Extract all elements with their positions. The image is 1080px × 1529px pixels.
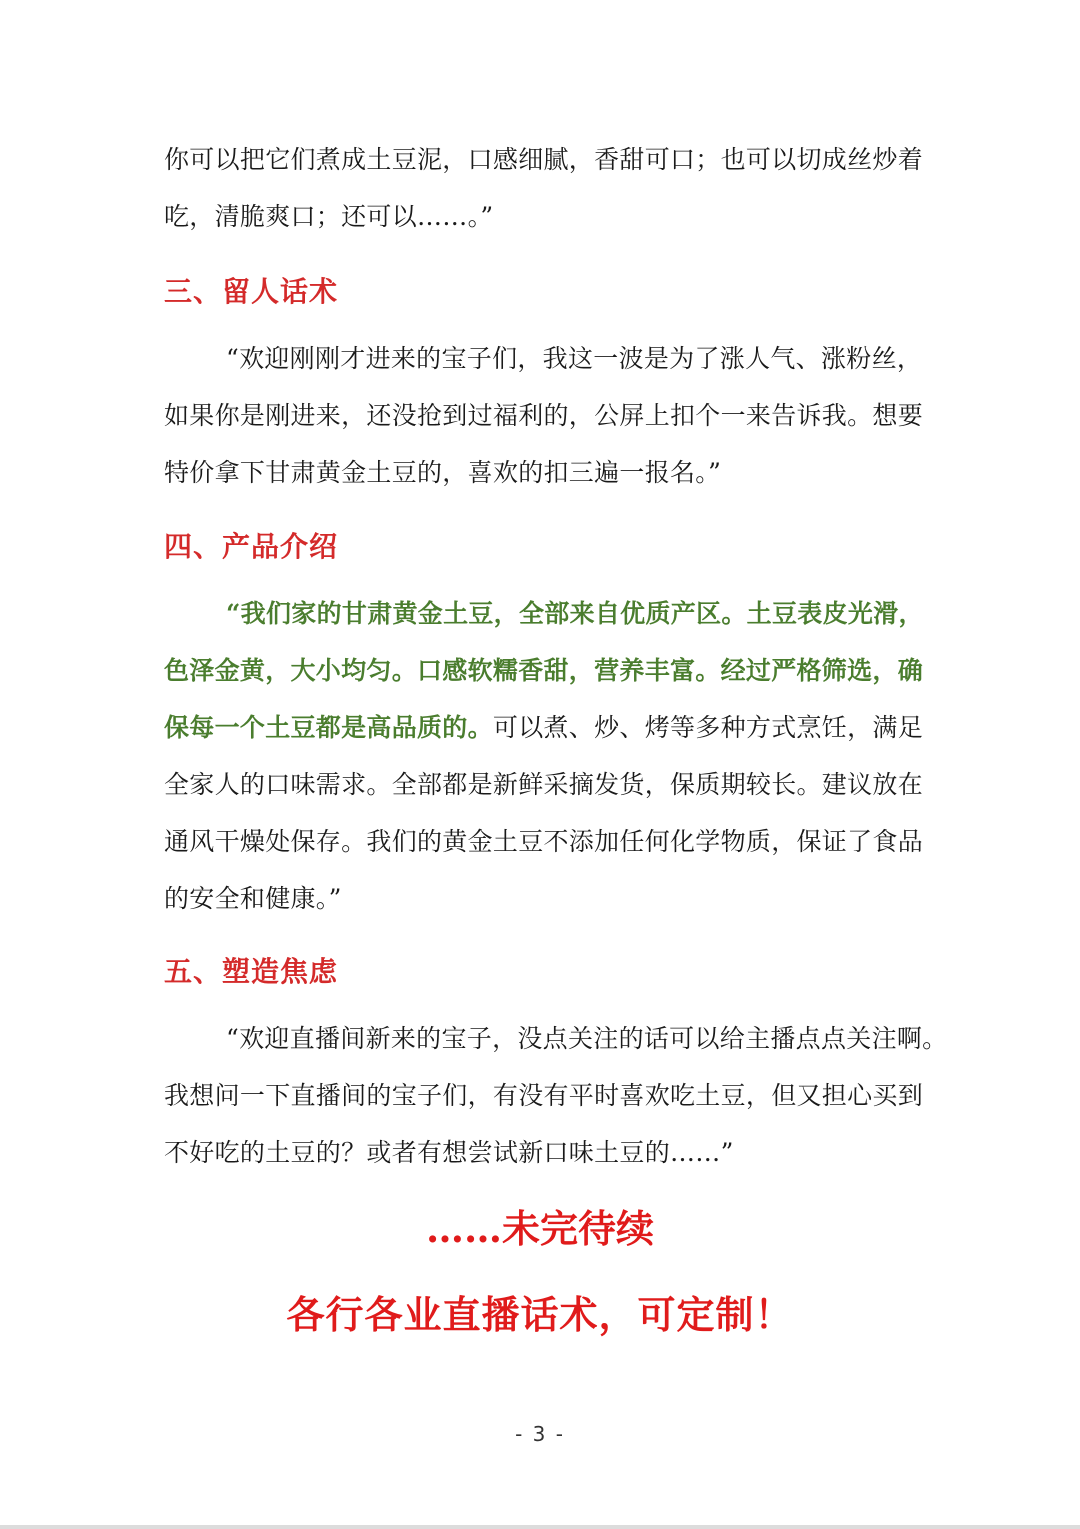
text-line: 你可以把它们煮成土豆泥，口感细腻，香甜可口；也可以切成丝炒着: [164, 145, 924, 174]
body-text: 可以煮、炒、烤等多种方式烹饪，满足: [492, 713, 924, 742]
section-heading-anxiety: 五、塑造焦虑: [164, 955, 339, 988]
anxiety-paragraph: [164, 1010, 948, 1181]
text-line: 全家人的口味需求。全部都是新鲜采摘发货，保质期较长。建议放在: [164, 770, 924, 799]
section-heading-retention: 三、留人话术: [164, 275, 339, 308]
retention-paragraph: [164, 330, 944, 501]
text-line: 通风干燥处保存。我们的黄金土豆不添加任何化学物质，保证了食品: [164, 827, 924, 856]
highlight-line: 色泽金黄，大小均匀。口感软糯香甜，营养丰富。经过严格筛选，确: [164, 656, 924, 685]
mixed-line: [164, 699, 944, 756]
text-line: 的安全和健康。”: [164, 884, 342, 913]
bottom-divider: [0, 1525, 1080, 1529]
customizable-banner: 各行各业直播话术，可定制！: [286, 1292, 794, 1337]
intro-paragraph: [164, 131, 944, 245]
section-heading-product-intro: 四、产品介绍: [164, 530, 339, 563]
text-line: “欢迎刚刚才进来的宝子们，我这一波是为了涨人气、涨粉丝，: [226, 344, 923, 373]
to-be-continued-banner: ……未完待续: [425, 1206, 654, 1251]
highlight-line: “我们家的甘肃黄金土豆，全部来自优质产区。土豆表皮光滑，: [226, 599, 924, 628]
text-line: 不好吃的土豆的？或者有想尝试新口味土豆的……”: [164, 1138, 734, 1167]
highlight-text: 保每一个土豆都是高品质的。: [164, 713, 493, 742]
text-line: 如果你是刚进来，还没抢到过福利的，公屏上扣个一来告诉我。想要: [164, 401, 924, 430]
page-number: - 3 -: [515, 1422, 565, 1446]
text-line: 特价拿下甘肃黄金土豆的，喜欢的扣三遍一报名。”: [164, 458, 722, 487]
product-intro-paragraph: [164, 585, 944, 927]
text-line: 吃，清脆爽口；还可以……。”: [164, 202, 494, 231]
text-line: 我想问一下直播间的宝子们，有没有平时喜欢吃土豆，但又担心买到: [164, 1081, 924, 1110]
text-line: “欢迎直播间新来的宝子，没点关注的话可以给主播点点关注啊。: [226, 1024, 948, 1053]
